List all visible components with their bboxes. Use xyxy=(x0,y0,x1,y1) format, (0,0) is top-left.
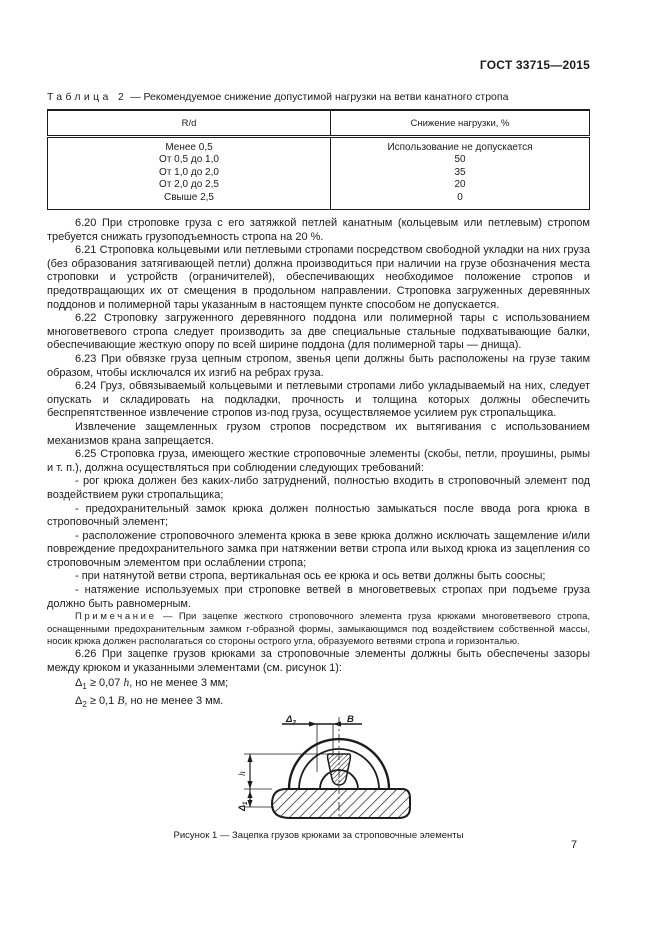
page-content xyxy=(47,58,590,841)
table-header-row xyxy=(48,110,590,137)
delta-subscript: 1 xyxy=(82,681,87,691)
formula-delta1 xyxy=(47,676,590,694)
table-row xyxy=(48,137,590,155)
table-row xyxy=(48,154,590,166)
table-row xyxy=(48,167,590,179)
clause-6-24: 6.24 Груз, обвязываемый кольцевыми и петлевыми стропами либо укладываемый на них, следует опускать и складировать на подкладки, прочность и толщина которых должны обеспечить беспрепятственное извлечение стропов из-под груза, осуществляемое усилием рук стропальщика. xyxy=(47,380,590,420)
clause-6-25-item-3: - расположение строповочного элемента крюка в зеве крюка должно исключать защемление и/или повреждение предохранительного замка при натяжении ветви стропа или выход крюка из зацепления со строповочным элементом при ослаблении стропа; xyxy=(47,529,590,569)
cell-rd: От 2,0 до 2,5 xyxy=(48,179,331,191)
clause-6-21: 6.21 Строповка кольцевыми или петлевыми стропами посредством свободной укладки на них груза (без образования затягивающей петли) должна производиться при наличии на грузе обозначения места строповки и устройств (ограничителей), обеспечивающих необходимое положение стропов и предотвращающих их от смещения в продольном направлении. Строповка загруженных деревянных поддонов и полимерной тары указанным в настоящем пункте способом не допускается. xyxy=(47,244,590,311)
formula-condition: , но не менее 3 мм. xyxy=(124,694,224,707)
clause-6-25-item-1: - рог крюка должен без каких-либо затруднений, полностью входить в строповочный элемент под воздействием руки стропальщика; xyxy=(47,475,590,501)
table-row xyxy=(48,179,590,191)
note-block xyxy=(47,611,590,648)
cell-reduction: 0 xyxy=(457,191,463,203)
delta-symbol: Δ xyxy=(75,694,83,707)
cell-rd: От 0,5 до 1,0 xyxy=(48,154,331,166)
cell-rd: Менее 0,5 xyxy=(48,137,331,155)
clause-6-24-continued: Извлечение защемленных грузом стропов посредством их вытягивания с использованием механизмов крана запрещается. xyxy=(47,420,590,447)
arrow-up xyxy=(247,754,252,762)
cell-reduction: 50 xyxy=(454,154,466,166)
cell-reduction: 35 xyxy=(454,166,466,178)
arrow-right xyxy=(309,721,317,726)
clause-6-23: 6.23 При обвязке груза цепным стропом, звенья цепи должны быть расположены на грузе таким образом, чтобы исключался их изгиб на ребрах груза. xyxy=(47,352,590,379)
table-caption-label: Таблица 2 xyxy=(47,91,128,103)
cell-rd: Свыше 2,5 xyxy=(48,192,331,210)
clause-6-25: 6.25 Строповка груза, имеющего жесткие строповочные элементы (скобы, петли, проушины, рымы и т. п.), должна осуществляться при соблюдении следующих требований: xyxy=(47,448,590,474)
col-header-rd: R/d xyxy=(48,110,331,137)
delta-subscript: 2 xyxy=(82,700,87,710)
h-label: h xyxy=(237,771,248,777)
hook-engagement-diagram xyxy=(234,714,434,822)
table-row xyxy=(48,192,590,210)
formula-relation: ≥ 0,1 xyxy=(86,694,118,707)
note-label: Примечание xyxy=(75,611,157,623)
clause-6-25-item-4: - при натянутой ветви стропа, вертикальная ось ее крюка и ось ветви должны быть соосны; xyxy=(75,570,546,583)
delta2-label: $\Delta_2$ xyxy=(285,714,296,727)
cell-rd: От 1,0 до 2,0 xyxy=(48,167,331,179)
doc-number: ГОСТ 33715—2015 xyxy=(479,58,590,72)
figure-caption: Рисунок 1 — Зацепка грузов крюками за строповочные элементы xyxy=(173,830,464,842)
page-number: 7 xyxy=(571,839,578,851)
clause-6-20: 6.20 При строповке груза с его затяжкой петлей канатным (кольцевым или петлевым) стропом требуется снижать грузоподъемность стропа на 20 %. xyxy=(47,217,590,243)
cell-reduction: 20 xyxy=(454,179,466,191)
clause-6-25-item-5: - натяжение используемых при строповке ветвей в многоветвевых стропах при подъеме груза должно быть равномерным. xyxy=(47,584,590,610)
arrow-down xyxy=(247,781,252,789)
b-label: B xyxy=(346,714,354,726)
formula-condition: , но не менее 3 мм; xyxy=(129,676,229,689)
delta1-label: $\Delta_1$ xyxy=(236,801,249,812)
clause-6-22: 6.22 Строповку загруженного деревянного поддона или полимерной тары с использованием многоветвевого стропа следует производить за две специальные стальные подхватывающие балки, обеспечивающие жесткую опору по всей ширине поддона (для полимерной тары — днища). xyxy=(47,312,590,352)
formula-variable: B xyxy=(117,694,125,707)
table-caption xyxy=(47,91,590,103)
figure-1 xyxy=(47,714,590,841)
formula-delta2 xyxy=(47,694,590,712)
arrow-left xyxy=(333,721,341,726)
load-block xyxy=(272,789,410,818)
table-caption-text: — Рекомендуемое снижение допустимой нагрузки на ветви канатного стропа xyxy=(130,91,509,103)
load-reduction-table xyxy=(47,109,590,210)
delta-symbol: Δ xyxy=(75,676,83,689)
clause-6-25-item-2: - предохранительный замок крюка должен полностью замыкаться после ввода рога крюка в строповочный элемент; xyxy=(47,502,590,529)
col-header-reduction: Снижение нагрузки, % xyxy=(331,110,590,137)
body-text xyxy=(47,217,590,712)
note-text: — При зацепке жесткого строповочного элемента груза крюками многоветвевого стропа, оснащенными предохранительным замком г-образной формы, замыкающимся под воздействием собственной массы, носик крюка должен располагаться со стороны острого угла, образуемого ветвями стропа и горизонталью. xyxy=(47,611,591,648)
formula-relation: ≥ 0,07 xyxy=(86,676,124,689)
clause-6-26: 6.26 При зацепке грузов крюками за строповочные элементы должны быть обеспечены зазоры между крюком и указанными элементами (см. рисунок 1): xyxy=(47,648,590,675)
cell-reduction: Использование не допускается xyxy=(387,142,533,153)
formula-variable: h xyxy=(123,676,130,689)
arrow-up2 xyxy=(247,791,252,798)
